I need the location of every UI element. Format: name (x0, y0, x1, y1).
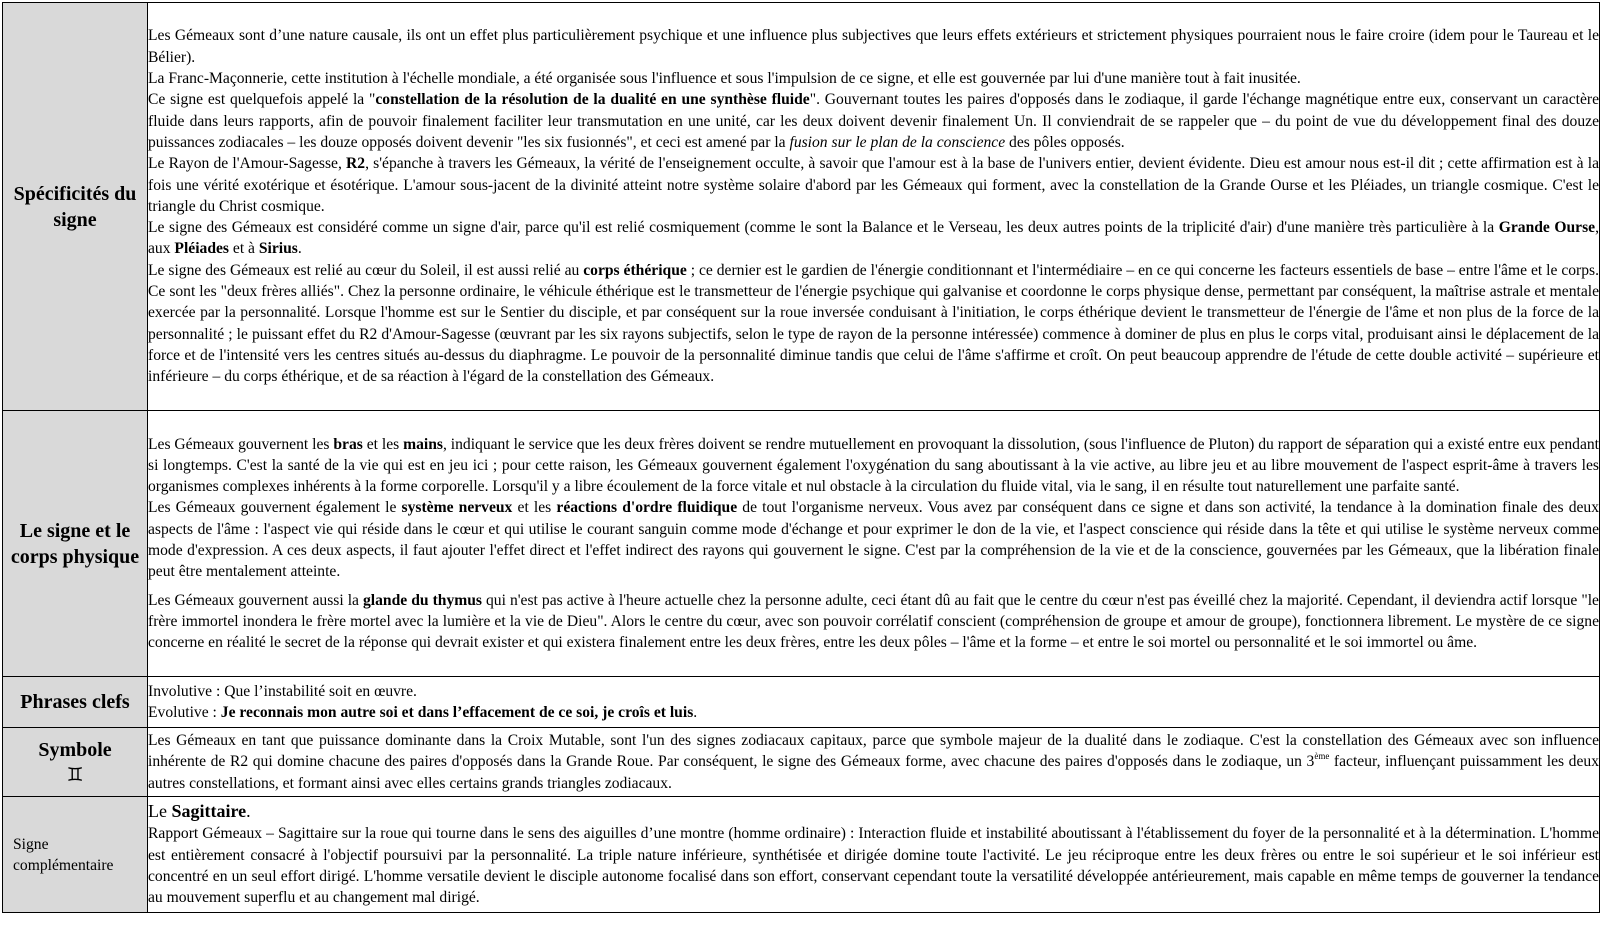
row-content-specificites (148, 3, 1600, 411)
row-label-corps (3, 411, 148, 677)
row-content-complementaire (148, 797, 1600, 913)
paragraph: Les Gémeaux gouvernent également le système nerveux et les réactions d'ordre fluidique de tout l'organisme nerveux. Vous avez par conséquent dans ce signe et dans son activité, la tendance à la domination finale des deux aspects de l'âme : l'aspect vie qui réside dans le cœur et qui utilise le courant sanguin comme mode d'échange et pour exprimer le don de la vie, et l'aspect conscience qui réside dans la tête et qui utilise le système nerveux comme mode d'expression. A ces deux aspects, il faut ajouter l'effet direct et l'effet indirect des rayons qui gouvernent le signe. C'est par la compréhension de la vie et de la conscience, gouvernées par les Gémeaux, que la libération finale peut être mentalement atteinte. (148, 499, 1600, 581)
row-phrases (3, 677, 1600, 728)
paragraph: Les Gémeaux gouvernent les bras et les mains, indiquant le service que les deux frères doivent se rendre mutuellement en provoquant la dissolution, (sous l'influence de Pluton) du rapport de séparation qui a existé entre eux pendant si longtemps. C'est la santé de la vie qui est en jeu ici ; pour cette raison, les Gémeaux gouvernent également l'oxygénation du sang aboutissant à la vie active, au libre jeu et au libre mouvement de l'aspect esprit-âme à travers les organismes complexes inhérents à la forme corporelle. Lorsqu'il y a libre écoulement de la force vitale et nul obstacle à la circulation du fluide vital, via le sang, il en résulte tout naturellement une parfaite santé. (148, 435, 1599, 496)
bold-text: Sagittaire (171, 801, 247, 822)
bold-text: Grande Ourse (1498, 219, 1596, 237)
bold-text: bras (333, 435, 363, 453)
row-complementaire (3, 797, 1600, 913)
paragraph: Les Gémeaux gouvernent aussi la glande du thymus qui n'est pas active à l'heure actuelle chez la personne adulte, ceci étant dû au fait que le centre du cœur n'est pas éveillé chez la majorité. Cependant, il deviendra actif lorsque "le frère immortel inondera le frère mortel avec la lumière et la vie de Dieu". Alors le centre du cœur, avec son pouvoir corrélatif conscient (compréhension de groupe et amour de groupe), fonctionnera librement. Le mystère de ce signe concerne en réalité le secret de la réponse qui devrait exister et qui existera finalement entre les deux frères, entre les deux pôles – l'âme et la forme – et entre le soi mortel ou personnalité et le soi immortel ou âme. (148, 591, 1599, 652)
row-label-phrases (3, 677, 148, 728)
bold-text: corps éthérique (583, 261, 687, 279)
gemini-table (2, 2, 1600, 913)
paragraph: Rapport Gémeaux – Sagittaire sur la roue qui tourne dans le sens des aiguilles d’une montre (homme ordinaire) : Interaction fluide et instabilité aboutissant à l'établissement du foyer de la personnalité et à la détermination. L'homme est entièrement consacré à l'objectif poursuivi par la personnalité. La triple nature inférieure, synthétisée et dirigée domine toute l'activité. Le jeu réciproque entre les deux frères ou entre le soi supérieur et le soi inférieur est concentré en un seul effort dirigé. L'homme versatile devient le disciple autonome focalisé dans son effort, conservant cependant toute la versatilité développée antérieurement, mais capable en même temps de gouverner la tendance au mouvement superflu et au changement mal dirigé. (148, 825, 1599, 907)
row-corps (3, 411, 1600, 677)
gemini-symbol-icon: ♊ (66, 764, 84, 786)
row-content-phrases (148, 677, 1600, 728)
label-text: Signe complémentaire (13, 835, 114, 874)
paragraph: Les Gémeaux en tant que puissance dominante dans la Croix Mutable, sont l'un des signes zodiacaux capitaux, parce que symbole majeur de la dualité dans le zodiaque. C'est la constellation des Gémeaux avec son influence inhérente de R2 qui domine chacune des paires d'opposés dans la Grande Roue. Par conséquent, le signe des Gémeaux forme, avec chacune des paires d'opposés dans le zodiaque, un 3ème facteur, influençant puissamment les deux autres constellations, et formant ainsi avec elles certains grands triangles zodiacaux. (148, 732, 1599, 792)
row-symbole (3, 728, 1600, 797)
superscript: ème (1314, 751, 1330, 762)
bold-text: Sirius (258, 240, 298, 258)
paragraph: Le signe des Gémeaux est relié au cœur du Soleil, il est aussi relié au corps éthérique ; ce dernier est le gardien de l'énergie conditionnant et l'intermédiaire – en ce qui concerne les facteurs essentiels de base – entre l'âme et le corps. Ce sont les "deux frères alliés". Chez la personne ordinaire, le véhicule éthérique est le transmetteur de l'énergie psychique qui galvanise et coordonne le corps physique dense, permettant par conséquent, la maîtrise astrale et mentale exercée par la personnalité. Lorsque l'homme est sur le Sentier du disciple, et par conséquent sur la roue inversée conduisant à l'initiation, le corps éthérique devient le transmetteur de l'énergie de l'âme et non plus de la force de la personnalité ; le puissant effet du R2 d'Amour-Sagesse (œuvrant par les six rayons subjectifs, selon le type de rayon de la personne intéressée) commence à dominer de plus en plus le corps vital, produisant ainsi le déplacement de la force et de l'intensité vers les centres situés au-dessus du diaphragme. Le pouvoir de la personnalité diminue tandis que celui de l'âme s'affirme et croît. On peut beaucoup apprendre de l'étude de cette double activité – supérieure et inférieure – du corps éthérique, et de sa réaction à l'égard de la constellation des Gémeaux. (148, 261, 1599, 386)
bold-text: mains (403, 435, 443, 453)
bold-text: Je reconnais mon autre soi et dans l’effacement de ce soi, je croîs et luis (220, 704, 694, 721)
label-text: Le signe et le corps physique (10, 519, 140, 568)
involutive-phrase: Involutive : Que l’instabilité soit en œuvre. (148, 682, 417, 700)
row-specificites (3, 3, 1600, 411)
paragraph: Ce signe est quelquefois appelé la "constellation de la résolution de la dualité en une synthèse fluide". Gouvernant toutes les paires d'opposés dans le zodiaque, il garde l'échange magnétique entre eux, conservant un caractère fluide dans leurs rapports, afin de pouvoir finalement faciliter leur transmutation en une unité, car les deux doivent devenir finalement Un. Il conviendrait de se rappeler que – du point de vue du développement final des douze puissances zodiacales – les douze opposés doivent devenir "les six fusionnés", et ceci est amené par la fusion sur le plan de la conscience des pôles opposés. (148, 91, 1600, 151)
bold-text: glande du thymus (362, 591, 482, 609)
paragraph: Les Gémeaux sont d’une nature causale, ils ont un effet plus particulièrement psychique et une influence plus subjectives que leurs effets extérieurs et strictement physiques pourraient nous le faire croire (idem pour le Taureau et le Bélier). (148, 27, 1599, 66)
bold-text: Pléiades (174, 240, 229, 258)
paragraph: Le signe des Gémeaux est considéré comme un signe d'air, parce qu'il est relié cosmiquement (comme le sont la Balance et le Verseau, les deux autres points de la triplicité d'air) d'une manière très particulière à la Grande Ourse, aux Pléiades et à Sirius. (148, 219, 1599, 258)
bold-text: système nerveux (401, 499, 513, 517)
italic-text: fusion sur le plan de la conscience (789, 133, 1006, 151)
complementary-sign: Le Sagittaire. (148, 801, 251, 822)
label-text: Spécificités du signe (13, 182, 137, 231)
row-label-specificites (3, 3, 148, 411)
evolutive-phrase: Evolutive : Je reconnais mon autre soi et dans l’effacement de ce soi, je croîs et luis. (148, 704, 698, 721)
bold-text: R2 (346, 155, 366, 173)
row-content-symbole (148, 728, 1600, 797)
row-label-complementaire (3, 797, 148, 913)
label-text: Phrases clefs (20, 691, 130, 713)
label-text: Symbole (38, 739, 112, 761)
bold-text: réactions d'ordre fluidique (556, 499, 738, 517)
paragraph: Le Rayon de l'Amour-Sagesse, R2, s'épanche à travers les Gémeaux, la vérité de l'enseignement occulte, à savoir que l'amour est à la base de l'univers entier, devient évidente. Dieu est amour nous est-il dit ; cette affirmation est à la fois une vérité exotérique et ésotérique. L'amour sous-jacent de la divinité atteint notre système solaire d'abord par les Gémeaux qui forment, avec la constellation de la Grande Ourse et les Pléiades, un triangle cosmique. C'est le triangle du Christ cosmique. (148, 155, 1599, 215)
row-content-corps (148, 411, 1600, 677)
row-label-symbole (3, 728, 148, 797)
paragraph: La Franc-Maçonnerie, cette institution à l'échelle mondiale, a été organisée sous l'influence et sous l'impulsion de ce signe, et elle est gouvernée par lui d'une manière tout à fait inusitée. (148, 70, 1301, 88)
bold-text: constellation de la résolution de la dualité en une synthèse fluide (375, 91, 810, 109)
